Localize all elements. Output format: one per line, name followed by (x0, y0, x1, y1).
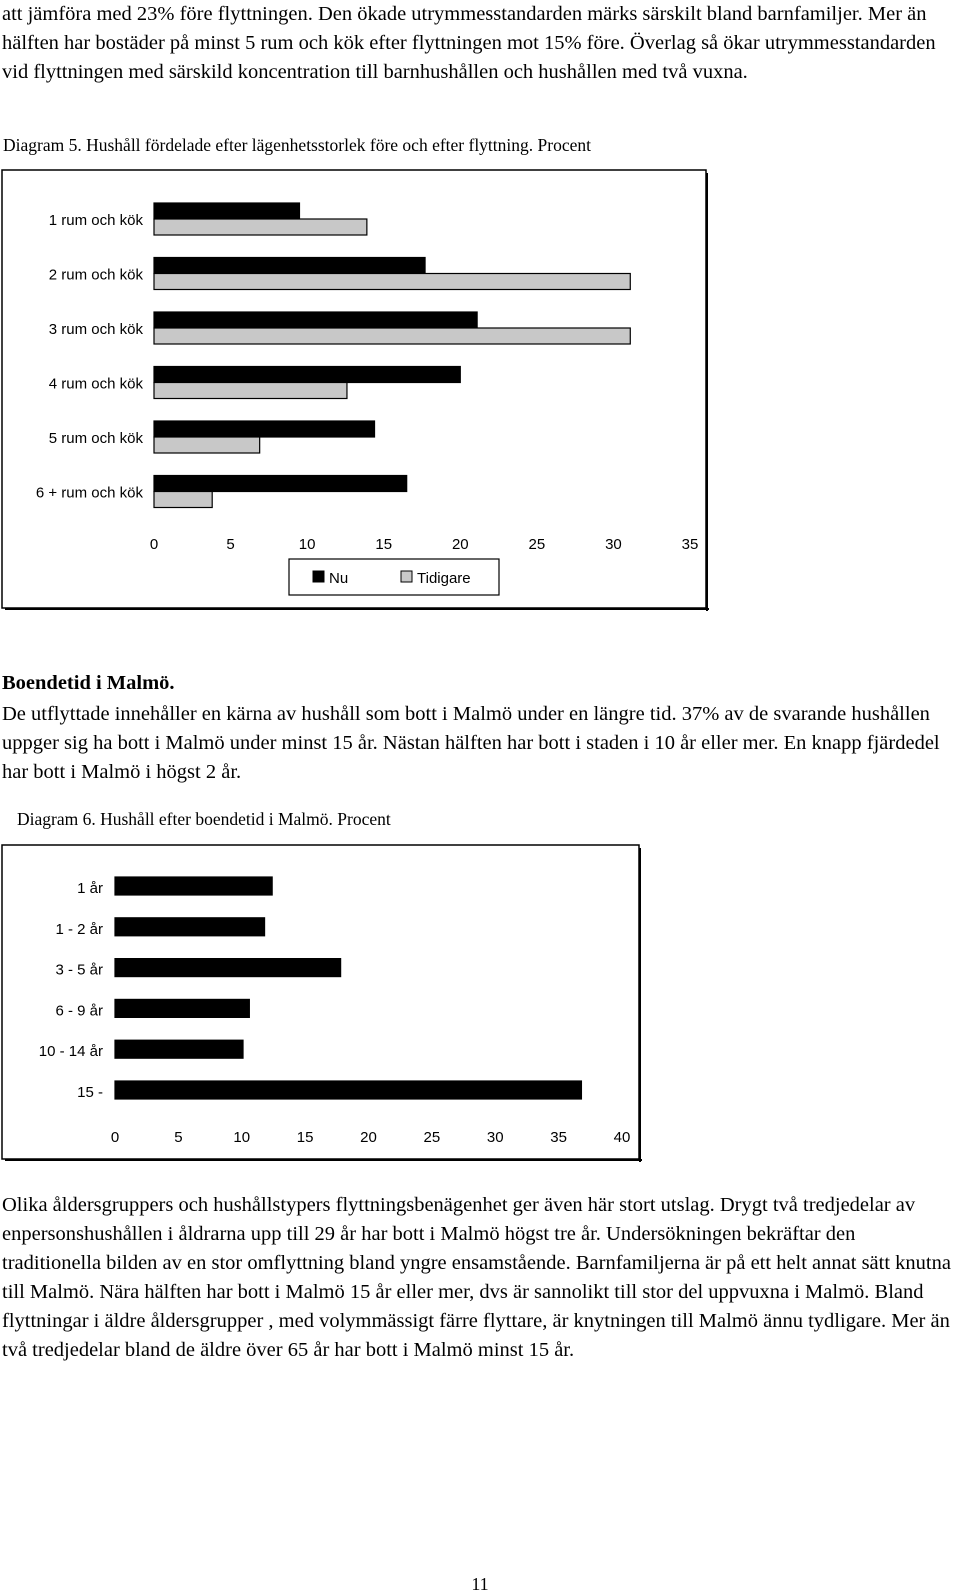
bar-value (115, 999, 249, 1017)
bar-tidigare (154, 492, 212, 508)
x-tick-label: 25 (528, 536, 546, 553)
category-label: 1 - 2 år (55, 920, 103, 938)
x-tick-label: 15 (375, 536, 393, 553)
category-label: 4 rum och kök (48, 375, 143, 393)
x-tick-label: 5 (174, 1129, 183, 1146)
category-label: 10 - 14 år (38, 1043, 103, 1061)
x-tick-label: 15 (296, 1129, 314, 1146)
x-tick-label: 0 (110, 1129, 120, 1146)
x-tick-label: 35 (681, 536, 699, 553)
chart-frame-shadow (639, 848, 641, 1162)
bar-value (115, 1040, 243, 1058)
bar-nu (154, 476, 407, 492)
bar-nu (154, 367, 460, 383)
legend-swatch-tidigare (401, 571, 412, 582)
bar-value (115, 918, 265, 936)
closing-paragraph: Olika åldersgruppers och hushållstypers flyttningsbenägenhet ger även här stort utslag. Drygt två tredjedelar av enpersonshushållen i åldrarna upp till 29 år har bott i Malmö högst tre år. Undersökningen bekräftar den traditionella bilden av en stor omflyttning bland yngre ensamstående. Barnfamiljerna är på ett helt annat sätt knutna till Malmö. Nära hälften har bott i Malmö 15 år eller mer, dvs är sannolikt till stor del uppvuxna i Malmö. Bland flyttningar i äldre åldersgrupper , med volymmässigt färre flyttare, är knytningen till Malmö ännu tydligare. Mer än två tredjedelar bland de äldre över 65 år har bott i Malmö minst 15 år. (2, 1194, 951, 1361)
bar-value (115, 1081, 581, 1099)
chart-frame-shadow (706, 173, 708, 611)
x-tick-label: 5 (226, 536, 235, 553)
section-heading: Boendetid i Malmö. (2, 672, 175, 694)
legend-label-nu: Nu (329, 570, 349, 587)
bar-nu (154, 258, 425, 274)
page-number: 11 (471, 1574, 489, 1594)
bar-tidigare (154, 437, 260, 453)
category-label: 15 - (77, 1084, 103, 1101)
bar-tidigare (154, 328, 630, 344)
category-label: 5 rum och kök (48, 430, 143, 447)
x-tick-label: 20 (451, 536, 469, 553)
x-tick-label: 20 (360, 1129, 377, 1146)
legend-swatch-nu (313, 571, 324, 582)
diagram6-caption: Diagram 6. Hushåll efter boendetid i Malmö. Procent (17, 809, 391, 829)
x-tick-label: 35 (550, 1129, 567, 1146)
chart-frame-shadow (5, 1159, 642, 1161)
x-tick-label: 0 (149, 536, 159, 553)
x-tick-label: 30 (605, 536, 622, 553)
diagram5-caption: Diagram 5. Hushåll fördelade efter lägenhetsstorlek före och efter flyttning. Procent (3, 135, 591, 155)
x-tick-label: 10 (298, 536, 316, 553)
diagram6-chart (0, 843, 660, 1183)
bar-tidigare (154, 274, 630, 290)
category-label: 1 rum och kök (48, 212, 143, 229)
x-tick-label: 25 (423, 1129, 441, 1146)
diagram5-chart (0, 168, 720, 616)
x-tick-label: 10 (233, 1129, 251, 1146)
x-tick-label: 40 (613, 1129, 631, 1146)
category-label: 3 - 5 år (55, 961, 103, 979)
legend-label-tidigare: Tidigare (417, 570, 471, 587)
bar-value (115, 959, 341, 977)
category-label: 6 - 9 år (55, 1002, 103, 1020)
chart-frame-shadow (5, 608, 709, 610)
bar-nu (154, 203, 299, 219)
x-tick-label: 30 (486, 1129, 504, 1146)
category-label: 2 rum och kök (48, 266, 143, 284)
bar-tidigare (154, 219, 367, 235)
section-paragraph: De utflyttade innehåller en kärna av hushåll som bott i Malmö under en längre tid. 37% av de svarande hushållen uppger sig ha bott i Malmö under minst 15 år. Nästan hälften har bott i staden i 10 år eller mer. En knapp fjärdedel har bott i Malmö i högst 2 år. (2, 703, 940, 783)
category-label: 3 rum och kök (48, 321, 143, 338)
bar-nu (154, 312, 477, 328)
category-label: 6 + rum och kök (35, 484, 143, 502)
bar-tidigare (154, 383, 347, 399)
category-label: 1 år (77, 880, 103, 897)
bar-value (115, 877, 272, 895)
intro-paragraph: att jämföra med 23% före flyttningen. Den ökade utrymmesstandarden märks särskilt bland barnfamiljer. Mer än hälften har bostäder på minst 5 rum och kök efter flyttningen mot 15% före. Överlag så ökar utrymmesstandarden vid flyttningen med särskild koncentration till barnhushållen och hushållen med två vuxna. (2, 3, 936, 83)
bar-nu (154, 421, 375, 437)
